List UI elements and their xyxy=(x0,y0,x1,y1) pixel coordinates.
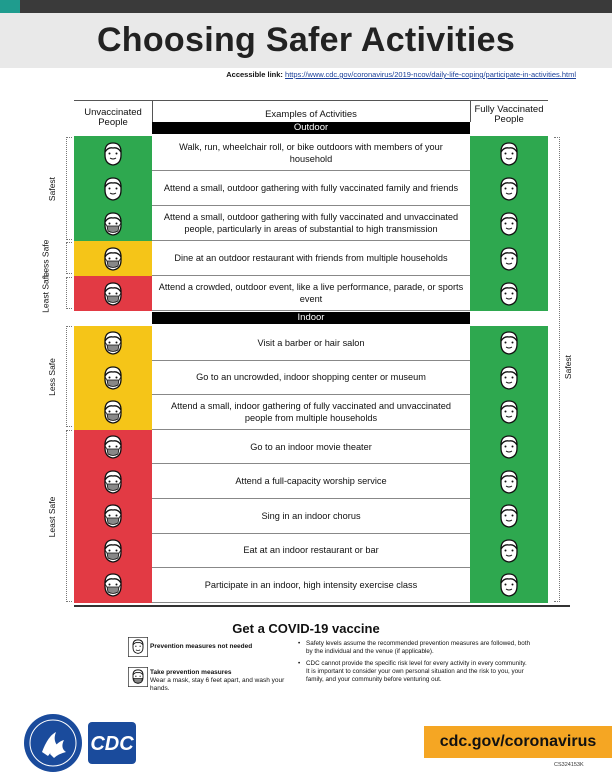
face-with-mask-icon xyxy=(99,280,127,308)
face-no-mask-icon xyxy=(495,433,523,461)
notes-list xyxy=(298,640,530,688)
note-item: • CDC cannot provide the specific risk level for every activity in every community. It is important to consider your own personal situation and the risk to you, your family, and your community before venturing out. xyxy=(298,660,530,684)
bracket-least-safe-outdoor xyxy=(66,277,72,309)
activity-cell xyxy=(152,136,470,171)
header-examples: Examples of Activities xyxy=(265,109,357,120)
top-bar-accent xyxy=(0,0,20,13)
unvaccinated-cell xyxy=(74,171,152,206)
hhs-cdc-logo xyxy=(22,712,138,774)
face-with-mask-icon xyxy=(99,468,127,496)
activity-text: Go to an uncrowded, indoor shopping center or museum xyxy=(196,372,426,383)
activity-text: Attend a small, indoor gathering of fully vaccinated and unvaccinated people from multiple households xyxy=(171,400,451,423)
table-row xyxy=(74,241,548,276)
activity-text: Attend a full-capacity worship service xyxy=(235,476,387,487)
vaccinated-cell xyxy=(470,395,548,430)
bracket-less-safe-outdoor xyxy=(66,242,72,274)
table-row xyxy=(74,534,548,569)
face-with-mask-icon xyxy=(99,571,127,599)
activity-cell xyxy=(152,326,470,361)
legend-take-measures-detail: Wear a mask, stay 6 feet apart, and wash your hands. xyxy=(150,677,285,692)
unvaccinated-cell xyxy=(74,430,152,465)
side-label-least-safe-indoor: Least Safe xyxy=(47,496,57,538)
table-row xyxy=(74,568,548,603)
face-no-mask-icon xyxy=(495,210,523,238)
face-no-mask-icon xyxy=(495,280,523,308)
header-unvaccinated: Unvaccinated People xyxy=(84,107,142,128)
vaccinated-cell xyxy=(470,241,548,276)
note-item: • Safety levels assume the recommended prevention measures are followed, both by the individual and the venue (if applicable). xyxy=(298,640,530,656)
header-divider-left xyxy=(152,100,153,122)
unvaccinated-cell xyxy=(74,241,152,276)
face-no-mask-icon xyxy=(495,502,523,530)
vaccinated-cell xyxy=(470,361,548,396)
face-with-mask-icon xyxy=(99,502,127,530)
side-label-least-safe-outdoor: Least Safe xyxy=(40,272,51,313)
face-no-mask-icon xyxy=(495,571,523,599)
header-top-rule xyxy=(74,100,548,101)
activity-cell xyxy=(152,395,470,430)
accessible-link-line xyxy=(226,70,576,79)
top-bar xyxy=(0,0,612,13)
activity-text: Go to an indoor movie theater xyxy=(250,441,372,452)
unvaccinated-cell xyxy=(74,395,152,430)
table-row xyxy=(74,464,548,499)
vaccinated-cell xyxy=(470,206,548,241)
activity-cell xyxy=(152,206,470,241)
activity-cell xyxy=(152,534,470,569)
activity-text: Attend a small, outdoor gathering with fully vaccinated and unvaccinated people, particularly in areas of substantial to high transmission xyxy=(163,212,459,234)
unvaccinated-cell xyxy=(74,568,152,603)
unvaccinated-cell xyxy=(74,464,152,499)
table-row xyxy=(74,395,548,430)
table-row xyxy=(74,326,548,361)
header-vaccinated: Fully Vaccinated People xyxy=(474,104,544,125)
vaccinated-cell xyxy=(470,171,548,206)
activity-cell xyxy=(152,464,470,499)
legend-no-measures-label: Prevention measures not needed xyxy=(150,643,253,650)
unvaccinated-cell xyxy=(74,206,152,241)
url-text[interactable]: cdc.gov/coronavirus xyxy=(439,733,597,750)
bracket-safest xyxy=(66,137,72,240)
bracket-least-safe-indoor xyxy=(66,430,72,602)
side-label-right-safest: Safest xyxy=(563,354,573,380)
activity-text: Walk, run, wheelchair roll, or bike outdoors with members of your household xyxy=(179,142,443,164)
unvaccinated-cell xyxy=(74,534,152,569)
face-no-mask-icon xyxy=(495,329,523,357)
url-banner xyxy=(424,726,612,758)
vaccinated-cell xyxy=(470,430,548,465)
face-with-mask-icon xyxy=(128,667,148,687)
unvaccinated-cell xyxy=(74,499,152,534)
face-no-mask-icon xyxy=(495,245,523,273)
unvaccinated-cell xyxy=(74,136,152,171)
face-no-mask-icon xyxy=(495,364,523,392)
cdc-logo-text: CDC xyxy=(90,733,134,755)
face-no-mask-icon xyxy=(495,140,523,168)
vaccine-heading: Get a COVID-19 vaccine xyxy=(232,621,380,636)
vaccinated-cell xyxy=(470,276,548,311)
face-with-mask-icon xyxy=(99,537,127,565)
activity-text: Attend a small, outdoor gathering with fully vaccinated family and friends xyxy=(163,183,459,193)
vaccinated-cell xyxy=(470,136,548,171)
face-with-mask-icon xyxy=(99,398,127,426)
header-divider-right xyxy=(470,100,471,122)
face-no-mask-icon xyxy=(495,537,523,565)
table-row xyxy=(74,361,548,396)
face-no-mask-icon xyxy=(495,175,523,203)
face-with-mask-icon xyxy=(99,245,127,273)
activity-cell xyxy=(152,171,470,206)
table-row xyxy=(74,276,548,311)
face-with-mask-icon xyxy=(99,433,127,461)
activity-text: Participate in an indoor, high intensity exercise class xyxy=(204,579,418,590)
table-row xyxy=(74,206,548,241)
activity-cell xyxy=(152,361,470,396)
legend-no-measures xyxy=(128,637,288,665)
activity-cell xyxy=(152,430,470,465)
activity-text: Attend a crowded, outdoor event, like a live performance, parade, or sports event xyxy=(158,282,464,304)
table-row xyxy=(74,430,548,465)
activity-cell xyxy=(152,241,470,276)
bracket-right-safest xyxy=(554,137,560,602)
table-row xyxy=(74,171,548,206)
document-code: CS324153K xyxy=(554,762,584,768)
table-row xyxy=(74,136,548,171)
face-no-mask-icon xyxy=(99,140,127,168)
page-title: Choosing Safer Activities xyxy=(96,21,516,59)
vaccinated-cell xyxy=(470,326,548,361)
activity-cell xyxy=(152,276,470,311)
legend-take-measures-label: Take prevention measures xyxy=(150,669,232,676)
header-band xyxy=(0,13,612,68)
face-no-mask-icon xyxy=(495,398,523,426)
face-no-mask-icon xyxy=(128,637,148,657)
activity-text: Visit a barber or hair salon xyxy=(257,337,365,348)
activity-cell xyxy=(152,499,470,534)
table-row xyxy=(74,499,548,534)
unvaccinated-cell xyxy=(74,361,152,396)
face-with-mask-icon xyxy=(99,364,127,392)
face-with-mask-icon xyxy=(99,210,127,238)
activity-text: Eat at an indoor restaurant or bar xyxy=(243,545,379,556)
side-label-less-safe-outdoor: Less Safe xyxy=(40,239,51,278)
side-label-safest: Safest xyxy=(47,176,57,202)
face-with-mask-icon xyxy=(99,329,127,357)
unvaccinated-cell xyxy=(74,326,152,361)
section-outdoor: Outdoor xyxy=(152,122,470,134)
bracket-less-safe-indoor xyxy=(66,326,72,427)
accessible-link-label: Accessible link: xyxy=(226,70,283,79)
face-no-mask-icon xyxy=(495,468,523,496)
activity-cell xyxy=(152,568,470,603)
face-no-mask-icon xyxy=(99,175,127,203)
side-label-less-safe-indoor: Less Safe xyxy=(47,358,57,396)
table-bottom-rule xyxy=(74,605,570,607)
unvaccinated-cell xyxy=(74,276,152,311)
accessible-link[interactable]: https://www.cdc.gov/coronavirus/2019-ncov/daily-life-coping/participate-in-activities.html xyxy=(285,70,576,79)
vaccinated-cell xyxy=(470,534,548,569)
vaccinated-cell xyxy=(470,499,548,534)
legend xyxy=(128,637,288,697)
activity-text: Dine at an outdoor restaurant with friends from multiple households xyxy=(174,253,448,263)
section-indoor: Indoor xyxy=(152,312,470,324)
vaccinated-cell xyxy=(470,568,548,603)
vaccinated-cell xyxy=(470,464,548,499)
legend-take-measures xyxy=(128,667,288,695)
activity-text: Sing in an indoor chorus xyxy=(261,510,361,521)
